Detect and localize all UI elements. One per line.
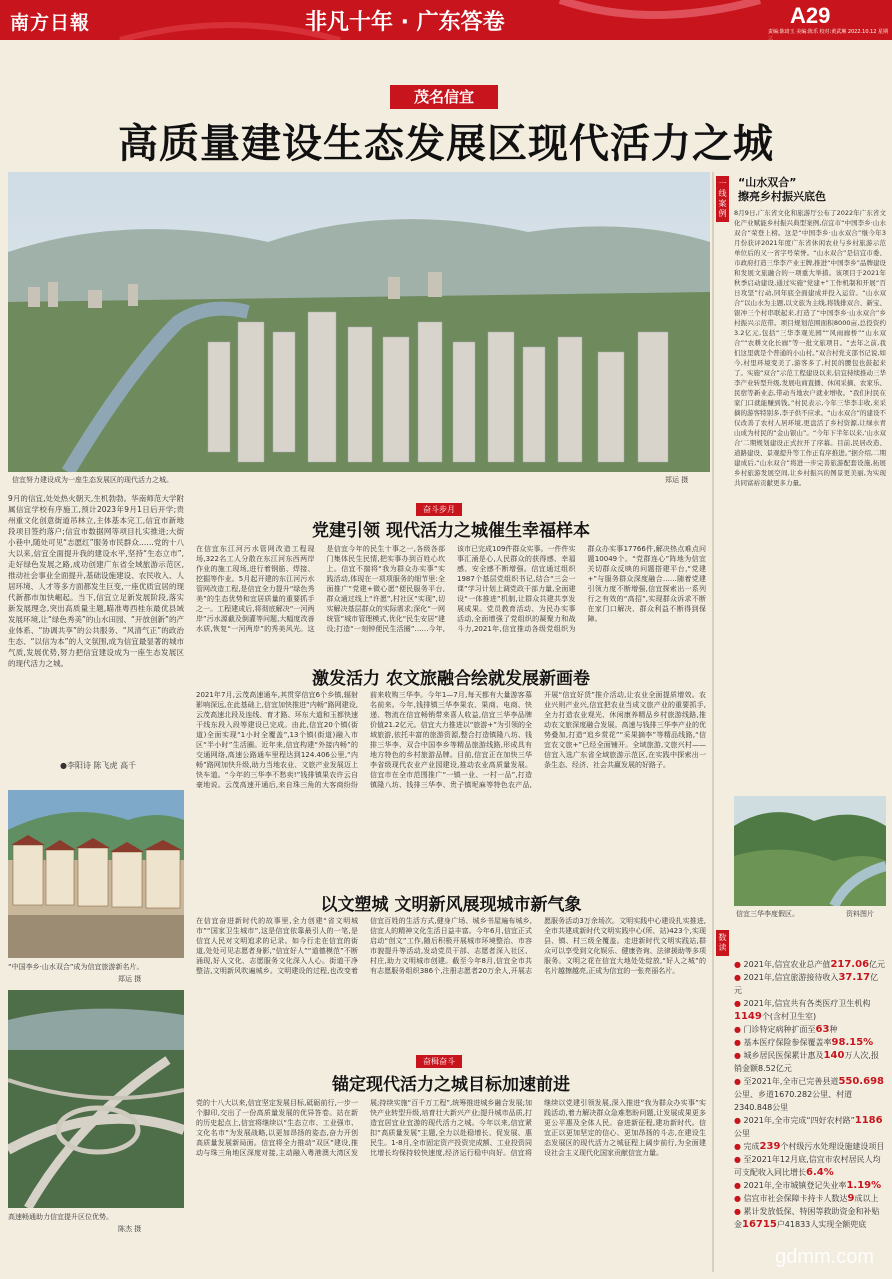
stat-unit: 成以上 bbox=[854, 1194, 879, 1203]
article1-title: 党建引领 现代活力之城催生幸福样本 bbox=[312, 521, 590, 541]
stat-item bbox=[734, 1023, 886, 1036]
intro-authors: ●李阳诗 陈飞虎 高千 bbox=[60, 761, 137, 770]
stat-label: 2021年,全市城镇登记失业率 bbox=[743, 1181, 847, 1190]
article1-kicker: 奋斗步月 bbox=[416, 503, 462, 516]
stat-unit: 亿元 bbox=[869, 960, 886, 969]
stat-item bbox=[734, 1179, 886, 1192]
bullet-icon: ● bbox=[734, 1155, 744, 1164]
stat-item bbox=[734, 1075, 886, 1114]
stat-item bbox=[734, 997, 886, 1023]
intro-text: 9月的信宜,处处热火朝天,生机勃勃。华南师范大学附属信宜学校有序施工,预计2023年9月1日后开学;贵州重文化创意街道吊林立,主体基本完工,信宜市新地段项目签约落户;信宜市数据网等项目扎实推进;大街小巷中,随处可见“志愿红”服务市民群众……党的十八大以来,信宜全面提升我的建设水平,坚持“生态立市”,走好绿色发展之路,成功创建广东省全域旅游示范区,推动社会事业全面提升,基础设施建设、农民收入、人居环境、人才等多方面都发生巨变,一座优质宜居的现代新都市加快崛起。当下,信宜立足新发展阶段,落实新发展理念,突出高质量主题,瞄准粤西桂东最优县域发展环境,让“绿色秀美”的山水田园、“开放创新”的产业体系、“协调共享”的公共服务、“风清气正”的政治生态、“以信为本”的人文氛围,成为信宜最显著的城市气质,发展优势,努力把信宜建设成为一座生态发展区的现代活力之城。 bbox=[8, 494, 184, 668]
edit-info: 责编:陈琦玉 美编:陈乐 校对:黄武琳 2022.10.12 星期三 bbox=[768, 29, 889, 42]
highway-interchange-image bbox=[8, 990, 184, 1208]
sidebar-divider bbox=[712, 172, 714, 1272]
stat-item bbox=[734, 971, 886, 997]
stat-unit: 个(含村卫生室) bbox=[761, 1012, 817, 1021]
article4-kicker: 奋楫奋斗 bbox=[416, 1055, 462, 1068]
stat-value: 98.15% bbox=[831, 1037, 874, 1048]
city-skyline-image bbox=[8, 172, 710, 472]
stat-label: 城乡居民医保累计惠及 bbox=[743, 1051, 824, 1060]
stat-label: 2021年,信宜农业总产值 bbox=[743, 960, 831, 969]
stat-label: 信宜市社会保障卡持卡人数达 bbox=[743, 1194, 848, 1203]
highway-caption: 高速畅通助力信宜提升区位优势。 bbox=[8, 1213, 113, 1221]
hills-photo bbox=[734, 796, 886, 906]
bullet-icon: ● bbox=[734, 1025, 744, 1034]
article2-title: 激发活力 农文旅融合绘就发展新画卷 bbox=[312, 669, 590, 689]
watermark: gdmm.com bbox=[775, 1246, 874, 1268]
stat-value: 16715 bbox=[742, 1219, 777, 1230]
stat-label: 2021年,全市完成“四好农村路” bbox=[743, 1116, 855, 1125]
stat-item bbox=[734, 1192, 886, 1205]
stat-value: 239 bbox=[759, 1141, 781, 1152]
bullet-icon: ● bbox=[734, 1038, 744, 1047]
bullet-icon: ● bbox=[734, 999, 744, 1008]
stat-value: 1.19% bbox=[846, 1180, 882, 1191]
bullet-icon: ● bbox=[734, 1051, 744, 1060]
bullet-icon: ● bbox=[734, 1116, 744, 1125]
stat-unit: 亿元 bbox=[734, 973, 879, 995]
hills-credit: 资料图片 bbox=[846, 910, 874, 918]
stat-label: 基本医疗保险参保覆盖率 bbox=[743, 1038, 832, 1047]
stat-unit: 户41833人实现全额兜底 bbox=[776, 1220, 867, 1229]
stat-unit: 公里、乡道1670.282公里、村道2340.848公里 bbox=[734, 1090, 853, 1112]
article3-text: 在信宜奋进新时代的故事里,全力创建“省文明城市”“国家卫生城市”,这是信宜依靠最引人的一笔,是信宜人民对文明追求的记录。如今行走在信宜的街道,处处可见志愿者身影,“信宜好人”“道德模范”不断涌现,好人文化、志愿服务文化深入人心。街道干净整洁,文明新风吹遍城乡。文明建设的过程,也改变着信宜百姓的生活方式,健身广场、城乡书屋遍布城乡,信宜人的精神文化生活日益丰富。今年6月,信宜正式启动“创文”工作,随后积极开展城市环境整治、市容市貌提升等活动,发动党员干部、志愿者深入社区、村庄,助力文明城市创建。截至今年8月,信宜全市共有志愿服务组织386个,注册志愿者20万余人,开展志愿服务活动3万余场次。文明实践中心建设扎实推进,全市共建成新时代文明实践中心(所、站)423个,实现县、镇、村三级全覆盖。走进新时代文明实践站,群众可以享受到文化娱乐、健康咨询、法律援助等多项服务。文明之花在信宜大地处处绽放,“好人之城”的名片越擦越亮,正成为信宜的一张亮丽名片。 bbox=[196, 917, 706, 975]
article4-text: 党的十八大以来,信宜坚定发展目标,砥砺前行,一步一个脚印,交出了一份高质量发展的优异答卷。站在新的历史起点上,信宜将继续以“生态立市、工业强市、文化名市”为发展战略,以更加昂扬的姿态,奋力开创高质量发展新局面。信宜将全力推动“双区”建设,推动与珠三角地区深度对接,主动融入粤港澳大湾区发展;持续实施“百千万工程”,统筹推进城乡融合发展;加快产业转型升级,培育壮大新兴产业;提升城市品质,打造宜居宜业宜游的现代活力之城。今年以来,信宜紧扣“高质量发展”主题,全力以赴稳增长、促发展、惠民生。1-8月,全市固定资产投资完成额、工业投资同比增长均保持较快速度,经济运行稳中向好。信宜将继续以党建引领发展,深入推进“我为群众办实事”实践活动,着力解决群众急难愁盼问题,让发展成果更多更公平惠及全体人民。奋进新征程,建功新时代。信宜正以更加坚定的信心、更加昂扬的斗志,在建设生态发展区的现代活力之城征程上阔步前行,为全面建设社会主义现代化国家贡献信宜力量。 bbox=[196, 1099, 706, 1157]
stat-value: 217.06 bbox=[830, 959, 870, 970]
bullet-icon: ● bbox=[734, 1142, 744, 1151]
stat-value: 9 bbox=[847, 1193, 855, 1204]
main-photo-caption: 信宜努力建设成为一座生态发展区的现代活力之城。 bbox=[12, 476, 173, 484]
stat-unit: 公里 bbox=[734, 1129, 750, 1138]
green-hills-image bbox=[734, 796, 886, 906]
stat-item bbox=[734, 1049, 886, 1075]
stat-item bbox=[734, 1036, 886, 1049]
stat-label: 完成 bbox=[743, 1142, 760, 1151]
newspaper-logo: 南方日報 bbox=[10, 12, 91, 34]
case-text: 8月9日,广东省文化和旅游厅公布了2022年广东省文化产业赋能乡村振兴典型案例,信宜市“中国李乡·山水双合”荣登上榜。这是“中国李乡·山水双合”继今年3月份获评2021年度广东省休闲农业与乡村旅游示范单位后的又一省字号荣誉。“山水双合”是信宜市委、市政府打造三华李产业王牌,推进“中国李乡”品牌建设和发展文旅融合的一项重大举措。该项目于2021年秋季启动建设,通过实施“党建+”工作机制和开展“百日攻坚”行动,同年底全面建成并投入运营。“山水双合”以山水为主题,以文旅为主线,将钱排双合、新宝、银冲三个村串联起来,打造了“中国李乡·山水双合”乡村振兴示范带。项目规划范围面积8000亩,总投资约3.2亿元,包括“三华李观光园”“风雨廊桥”“山水双合”“农耕文化长廊”等一批文旅项目。“去年之前,我们这里就是个普通的小山村。”双合村党支部书记说,如今,村里环境变美了,游客多了,村民的腰包也鼓起来了。实施“双合”示范工程建设以来,信宜持续推动三华李产业转型升级,发展电商直播、休闲采摘、农家乐、民宿等新业态,带动当地农户就业增收。“我们村民在家门口就能赚到钱。”村民表示,今年三华李丰收,来采摘的游客特别多,李子供不应求。“山水双合”的建设不仅改善了农村人居环境,更盘活了乡村资源,让绿水青山成为村民的“金山银山”。“今年下半年以来,‘山水双合’二期规划建设正式拉开了序幕。目前,民居改造、道路建设、景观提升等工作正有序推进。”据介绍,二期建成后,“山水双合”将进一步完善旅游配套设施,拓展乡村旅游发展空间,让乡村振兴的图景更美丽,为实现共同富裕贡献更多力量。 bbox=[734, 209, 886, 487]
stat-unit: 万人次,报销金额8.52亿元 bbox=[734, 1051, 879, 1073]
stat-item bbox=[734, 1114, 886, 1140]
article3-title: 以文塑城 文明新风展现城市新气象 bbox=[320, 895, 582, 915]
bullet-icon: ● bbox=[734, 960, 744, 969]
stat-value: 1149 bbox=[734, 1011, 762, 1022]
village-caption: “中国李乡·山水双合”成为信宜旅游新名片。 bbox=[8, 963, 144, 971]
bullet-icon: ● bbox=[734, 1207, 744, 1216]
stat-item bbox=[734, 1140, 886, 1153]
village-credit: 郑运 摄 bbox=[118, 975, 142, 983]
stat-item bbox=[734, 958, 886, 971]
main-photo bbox=[8, 172, 710, 472]
stats-label: 数读 bbox=[716, 930, 729, 956]
stats-list bbox=[734, 958, 886, 1231]
stat-value: 63 bbox=[815, 1024, 830, 1035]
stat-value: 6.4% bbox=[806, 1167, 834, 1178]
bullet-icon: ● bbox=[734, 973, 744, 982]
section-tag: 茂名信宜 bbox=[390, 85, 498, 109]
village-image bbox=[8, 790, 184, 958]
stat-label: 门诊特定病种扩面至 bbox=[743, 1025, 816, 1034]
case-title: “山水双合” 擦亮乡村振兴底色 bbox=[738, 176, 826, 203]
hills-caption: 信宜三华李度假区。 bbox=[736, 910, 799, 918]
series-title: 非凡十年 · 广东答卷 bbox=[305, 10, 505, 35]
article4-title: 锚定现代活力之城目标加速前进 bbox=[332, 1075, 570, 1095]
stat-label: 至2021年12月底,信宜市农村居民人均可支配收入同比增长 bbox=[734, 1155, 881, 1177]
stat-label: 2021年,信宜旅游接待收入 bbox=[743, 973, 839, 982]
page-number: A29 bbox=[790, 3, 831, 28]
bullet-icon: ● bbox=[734, 1194, 744, 1203]
highway-photo bbox=[8, 990, 184, 1208]
article2-text: 2021年7月,云茂高速通车,其贯穿信宜6个乡镇,辐射影响深远,在此基础上,信宜加快推进“内畅”路网建设,云茂高速北段及连线、育才路、环东大道和玉都快速干线东段入段等建设已完成。由此,信宜20个镇(街道)全面实现“1小时全覆盖”,13个镇(街道)融入市区“半小时”生活圈。近年来,信宜构建“外接内畅”的交通网络,高速公路通车里程达到124.406公里,“内畅”路网加快升级,助力当地农业、文旅产业发展迈上快车道。“今年的三华李不愁卖!”钱排镇果农许云自豪地说。云茂高速开通后,来自珠三角的大客商纷纷前来收购三华李。今年1—7月,每天都有大量游客慕名前来。今年,钱排镇三华李果农、果商、电商、快递、物流在信宜畅销带来喜人收益,信宜三华李品牌价值21.2亿元。信宜大力推进以“旅游+”为引领的全域旅游,依托丰富的旅游资源,整合打造镇隆八坊、钱排三华李、双合中国李乡等精品旅游线路,形成具有地方特色的乡村旅游品牌。目前,信宜正在加快三华李省级现代农业产业园建设,推动农业高质量发展。信宜市在全市范围推广“一镇一业、一村一品”,打造镇隆八坊、钱排三华李、贵子镇坭麻等特色农产品,开展“信宜好货”推介活动,让农业全面提质增效。农业兴则产业兴,信宜把农业当成文旅产业的重要抓手,全力打造农业观光、休闲康养精品乡村旅游线路,推动农文旅深度融合发展。高速与钱排三华李产业的优势叠加,打造“追乡赏花”“采果摘李”等精品线路,“信宜农文旅+”已经全面铺开。全域旅游,文旅兴村——信宜入选广东省全域旅游示范区,在实践中探索出一条生态、经济、社会共赢发展的好路子。 bbox=[196, 691, 706, 789]
highway-credit: 陈杰 摄 bbox=[118, 1225, 142, 1233]
village-photo bbox=[8, 790, 184, 958]
stat-value: 1186 bbox=[854, 1115, 883, 1126]
stat-value: 37.17 bbox=[838, 972, 871, 983]
bullet-icon: ● bbox=[734, 1077, 744, 1086]
stat-label: 2021年,信宜共有各类医疗卫生机构 bbox=[743, 999, 871, 1008]
case-label: 一线案例 bbox=[716, 176, 729, 222]
stat-label: 至2021年,全市已完善县道 bbox=[743, 1077, 839, 1086]
main-photo-credit: 郑运 摄 bbox=[665, 476, 689, 484]
stat-value: 550.698 bbox=[838, 1076, 884, 1087]
stat-unit: 种 bbox=[829, 1025, 838, 1034]
article1-text: 在信宜东江河污水管网改造工程现场,322名工人分散在东江河东西两岸作业的施工现场,进行着钢筋、焊接、挖掘等作业。5月起开建的东江河污水管网改造工程,是信宜全力提升“绿色秀美”的生态优势和宜居质量的重要抓手之一。工程建成后,将彻底解决“一河两岸”污水源截及倒灌等问题,大幅度改善水质,恢复“一河两岸”的秀美风光。这是信宜今年的民生十事之一,各级各部门集体民生民情,把实事办到百姓心坎上。信宜不揣将“我为群众办实事”实践活动,体现在一项项服务的细节里:全面推广“党建+微心愿”便民服务平台,群众通过线上“许愿”,村社区“实现”,切实解决基层群众的实际需求;深化“一网统管”城市管理模式,优化“民生安居”建设;打造“一刻钟便民生活圈”……今年,该市已完成109件群众实事。一件件实事汇涌是心,人民群众的获得感、幸福感、安全感不断增强。信宜通过组织1987个基层党组织书记,结合“三会一课”学习计划上调党政干部力量,全面建设“一体推进”机制,让群众共建共享发展成果。党员教育活动、为民办实事活动,全面增强了党组织的凝聚力和战斗力,2021年,信宜推动各级党组织为群众办实事17766件,解决热点难点问题10049个。“党群连心”阵地为信宜关切群众反映的问题搭建平台,“党建+”与服务群众深度融合……随着党建引领力度不断增强,信宜探索出一系列行之有效的“高招”,实现群众诉求不断在家门口解决、群众利益不断得到保障。 bbox=[196, 545, 706, 633]
stat-unit: 个村级污水处理设施建设项目 bbox=[780, 1142, 885, 1151]
stat-item bbox=[734, 1153, 886, 1179]
headline: 高质量建设生态发展区现代活力之城 bbox=[118, 121, 774, 167]
stat-value: 140 bbox=[823, 1050, 845, 1061]
stat-label: 累计发放低保、特困等救助资金和补贴金 bbox=[734, 1207, 880, 1229]
bullet-icon: ● bbox=[734, 1181, 744, 1190]
stat-item bbox=[734, 1205, 886, 1231]
